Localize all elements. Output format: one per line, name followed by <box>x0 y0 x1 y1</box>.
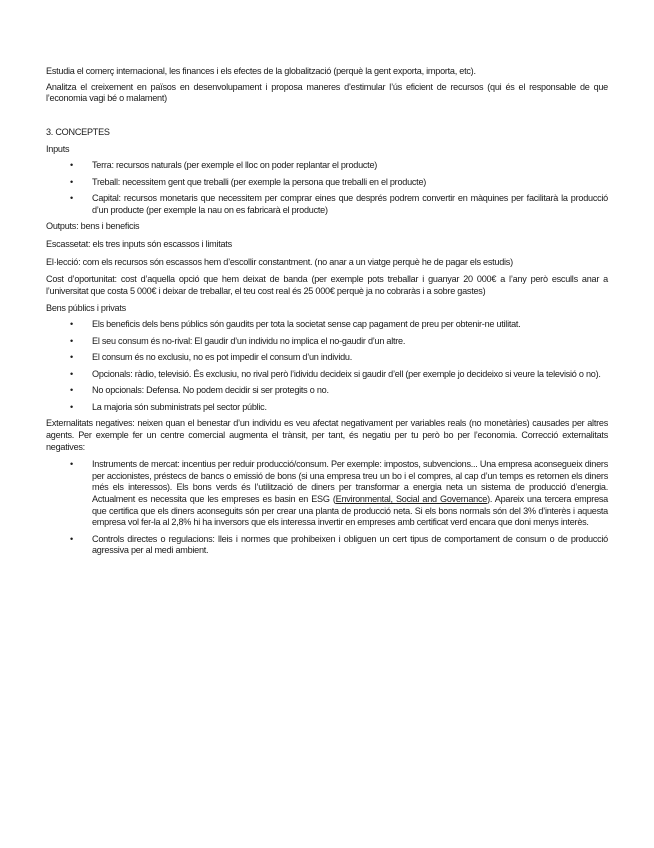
list-item: • Terra: recursos naturals (per exemple el lloc on poder replantar el producte) <box>46 160 608 172</box>
list-item <box>46 459 608 529</box>
intro-line-2: Analitza el creixement en països en desenvolupament i proposa maneres d’estimular l’ús eficient de recursos (qui és el responsable de que l’economia vagi bé o malament) <box>46 81 608 104</box>
corrections-list <box>46 459 608 557</box>
list-item: • No opcionals: Defensa. No podem decidir si ser protegits o no. <box>46 385 608 397</box>
externalities-paragraph: Externalitats negatives: neixen quan el benestar d’un individu es veu afectat negativament per variables reals (no monetàries) causades per altres agents. Per exemple fer un centre comercial augmenta el trànsit, per tant, és negatiu per tu però bo per l’economia. Correcció externalitats negatives: <box>46 418 608 452</box>
list-item: • Treball: necessitem gent que treballi (per exemple la persona que treballi en el producte) <box>46 177 608 189</box>
election-paragraph: El·lecció: com els recursos són escassos hem d’escollir constantment. (no anar a un viatge perquè he de pagar els estudis) <box>46 256 513 267</box>
inputs-heading: Inputs <box>46 144 70 155</box>
esg-underlined: Environmental, Social and Governance <box>335 494 488 505</box>
intro-line-1: Estudia el comerç internacional, les finances i els efectes de la globalització (perquè la gent exporta, importa, etc). <box>46 66 476 76</box>
list-item: • Capital: recursos monetaris que necessitem per comprar eines que després podrem convertir en màquines per facilitarà la producció d’un producte (per exemple la nau on es fabricarà el producte) <box>46 193 608 216</box>
outputs-line: Outputs: bens i beneficis <box>46 221 140 232</box>
list-item: • El consum és no exclusiu, no es pot impedir el consum d’un individu. <box>46 352 608 364</box>
list-item: • Controls directes o regulacions: lleis i normes que prohibeixen i obliguen un cert tipus de comportament de consum o de producció agressiva per al medi ambient. <box>46 534 608 557</box>
list-item: • Opcionals: ràdio, televisió. És exclusiu, no rival però l’idividu decideix si gaudir d’ell (per exemple jo decideixo si veure la televisió o no). <box>46 369 608 381</box>
correction-1-text: Instruments de mercat: incentius per reduir producció/consum. Per exemple: impostos, subvencions... Una empresa aconsegueix diners per accionistes, préstecs de bancs o emissió de bons (si una empresa treu un bo i el compres, al cap d’un temps es retornen els diners més els interessos). Els bons verds és l’utilització de diners per transformar a energia neta un sistema de producció d’energia. Actualment es necessita que les empreses es basin en ESG ( <box>92 459 608 505</box>
inputs-list <box>46 160 608 216</box>
list-item: • El seu consum és no-rival: El gaudir d’un individu no implica el no-gaudir d’un altre. <box>46 336 608 348</box>
scarcity-line: Escassetat: els tres inputs són escassos i limitats <box>46 238 232 249</box>
list-item: • Els beneficis dels bens públics són gaudits per tota la societat sense cap pagament de preu per obtenir-ne utilitat. <box>46 319 608 331</box>
opportunity-cost-paragraph: Cost d’oportunitat: cost d’aquella opció que hem deixat de banda (per exemple pots treballar i guanyar 20 000€ a l’any però esculls anar a l’universitat que costa 5 000€ i deixar de treballar, el teu cost real és 25 000€ perquè ja no cobraràs i a sobre gastes) <box>46 274 608 296</box>
section-title: 3. CONCEPTES <box>46 126 110 137</box>
correction-1-text-end: ). Apareix una tercera empresa que certifica que els diners aconseguits són per crear una planta de producció neta. Si els bons normals són del 3% d’interès i aquesta empresa vol fer-la al 2,8% hi ha inversors que els interessa invertir en empreses amb certificat verd encara que doni menys interès. <box>92 494 608 528</box>
goods-list <box>46 319 608 414</box>
list-item: • La majoria són subministrats pel sector públic. <box>46 402 608 414</box>
goods-heading: Bens públics i privats <box>46 303 126 314</box>
